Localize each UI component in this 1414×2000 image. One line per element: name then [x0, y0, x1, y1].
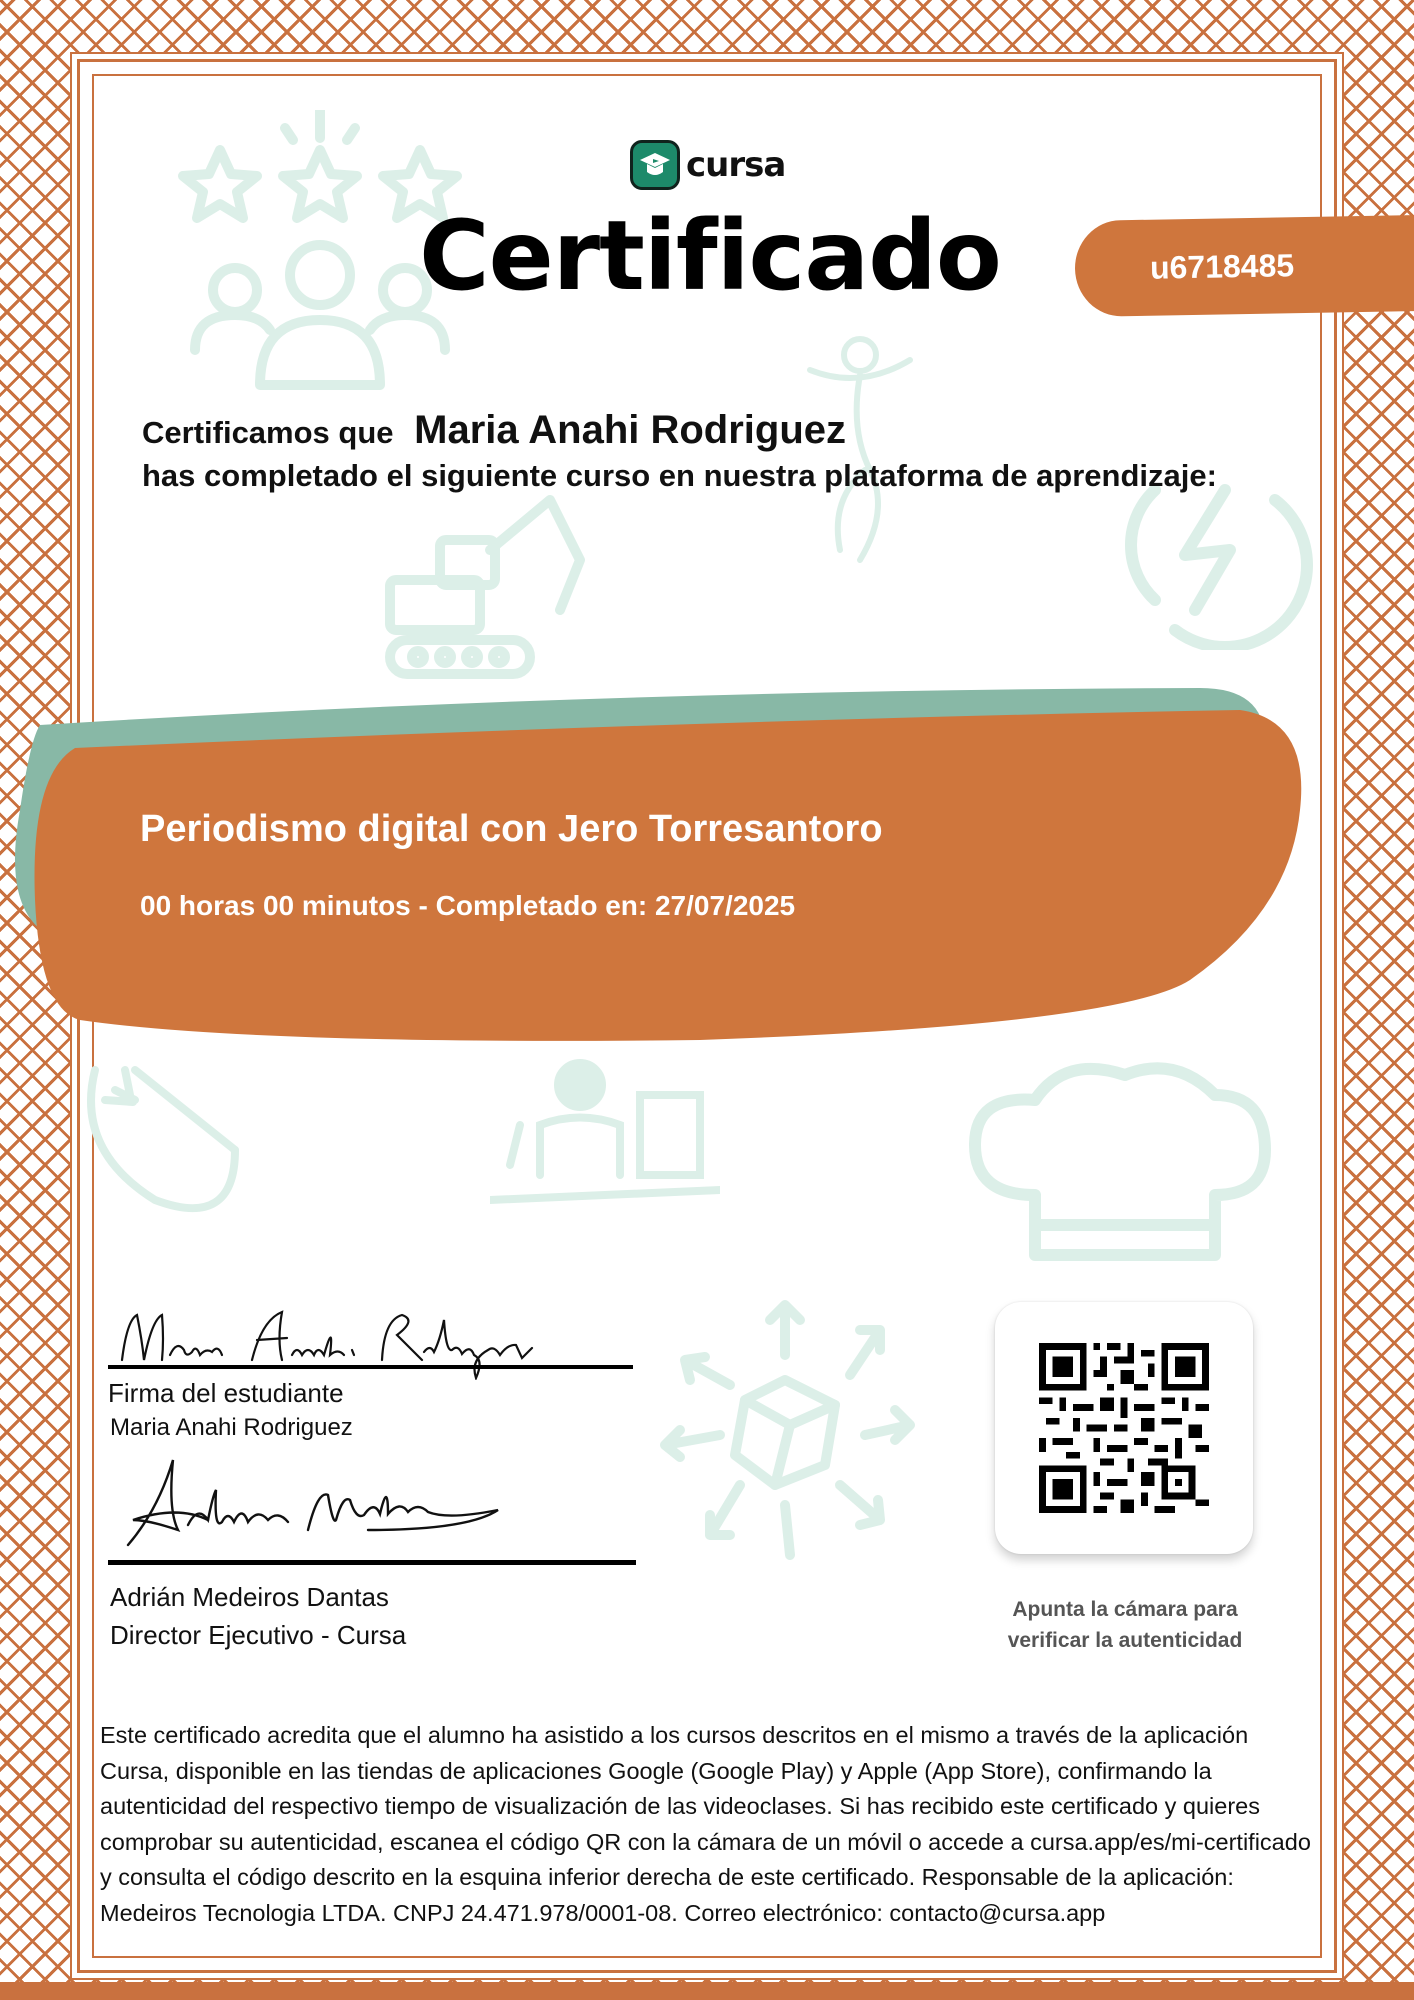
chef-hat-watermark-icon	[965, 1055, 1275, 1285]
qr-code-card	[995, 1302, 1253, 1554]
course-banner	[0, 680, 1414, 1050]
certificate-code-badge	[1074, 215, 1414, 317]
banner-main-shape	[35, 710, 1302, 1041]
qr-code-icon	[1039, 1343, 1209, 1513]
worker-watermark-icon	[490, 1055, 720, 1215]
completion-statement: has completado el siguiente curso en nuestra plataforma de aprendizaje:	[142, 458, 1217, 493]
student-signature-image	[112, 1300, 542, 1385]
qr-caption	[975, 1594, 1275, 1656]
logo-text: cursa	[686, 145, 786, 185]
welding-watermark-icon	[75, 1030, 275, 1230]
student-signature-line	[108, 1365, 633, 1369]
director-name: Adrián Medeiros Dantas	[110, 1582, 389, 1612]
qr-caption-line1: Apunta la cámara para	[1012, 1598, 1238, 1621]
director-role: Director Ejecutivo - Cursa	[110, 1620, 407, 1650]
excavator-watermark-icon	[380, 480, 600, 680]
recipient-name: Maria Anahi Rodriguez	[414, 408, 847, 452]
cursa-logo	[630, 140, 785, 190]
course-title: Periodismo digital con Jero Torresantoro	[140, 808, 883, 850]
certify-intro: Certificamos que	[142, 415, 394, 450]
director-signature-image	[118, 1450, 508, 1565]
bottom-border-strip	[0, 1982, 1414, 2000]
certify-line	[142, 408, 846, 453]
qr-caption-line2: verificar la autenticidad	[1007, 1629, 1243, 1652]
student-signature-label: Firma del estudiante	[108, 1378, 344, 1408]
package-distribution-watermark-icon	[640, 1285, 930, 1565]
graduation-cap-play-icon	[630, 140, 680, 190]
director-signature-line	[108, 1560, 636, 1565]
course-duration-completion: 00 horas 00 minutos - Completado en: 27/07/2025	[140, 890, 796, 921]
student-name: Maria Anahi Rodriguez	[110, 1414, 353, 1441]
certificate-code: u6718485	[1149, 246, 1295, 286]
certificate-title: Certificado	[419, 200, 1001, 312]
legal-disclaimer: Este certificado acredita que el alumno ha asistido a los cursos descritos en el mismo a través de la aplicación Cursa, disponible en las tiendas de aplicaciones Google (Google Play) y Apple (App Store), confirmando la autenticidad del respectivo tiempo de visualización de las videoclases. Si has recibido este certificado y quieres comprobar su autenticidad, escanea el código QR con la cámara de un móvil o accede a cursa.app/es/mi-certificado y consulta el código descrito en la esquina inferior derecha de este certificado. Responsable de la aplicación: Medeiros Tecnologia LTDA. CNPJ 24.471.978/0001-08. Correo electrónico: contacto@cursa.app	[100, 1722, 1311, 1926]
